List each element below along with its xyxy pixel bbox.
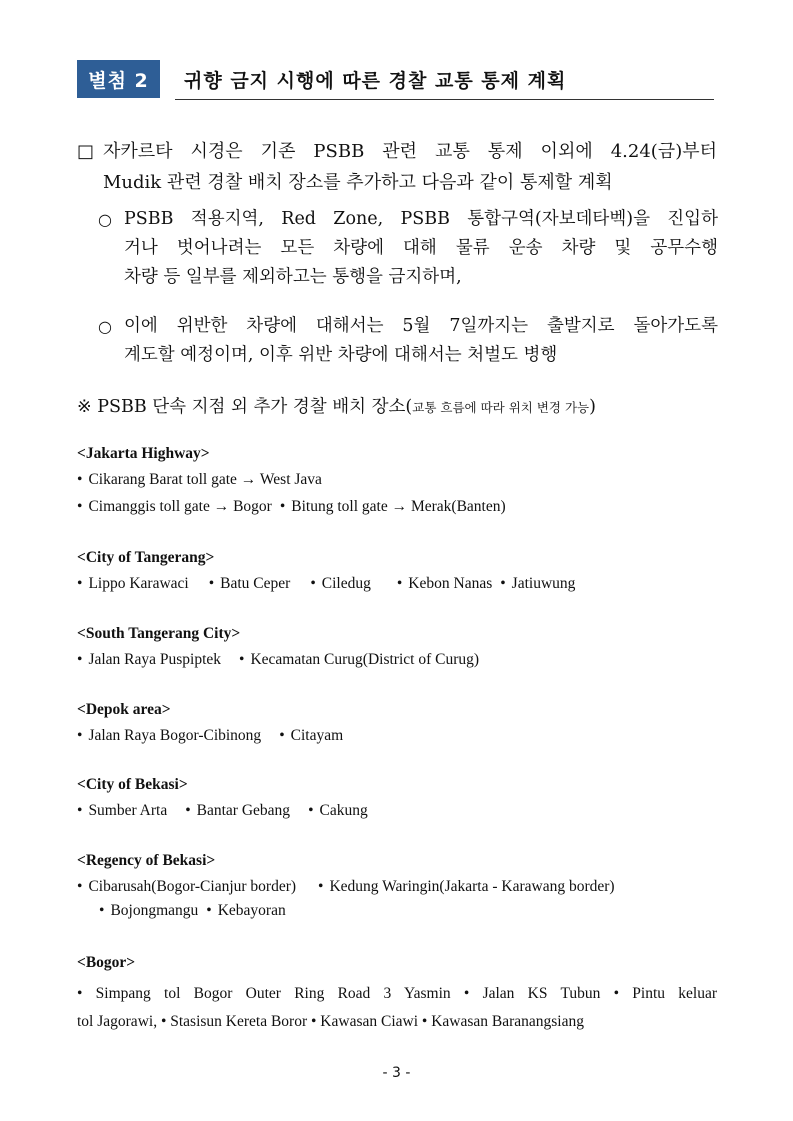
section-title: <Regency of Bekasi> [77,852,216,869]
section-title: <South Tangerang City> [77,625,241,642]
section-city-of-bekasi [77,776,376,820]
location-item: • Sumber Arta [77,802,167,820]
note-text: ※ PSBB 단속 지점 외 추가 경찰 배치 장소( [77,397,413,417]
location-item: • Jatiuwung [500,575,575,593]
location-item: • Kedung Waringin(Jakarta - Karawang border) [318,878,615,896]
location-item: • Cakung [308,802,368,820]
subpoint-line: 이에 위반한 차량에 대해서는 5월 7일까지는 출발지로 돌아가도록 [124,316,718,336]
location-item: • Cibarusah(Bogor-Cianjur border) [77,878,296,896]
subpoint-line: 거나 벗어나려는 모든 차량에 대해 물류 운송 차량 및 공무수행 [124,238,718,258]
location-item: • Jalan Raya Bogor-Cibinong [77,727,261,745]
note-line [77,393,717,418]
page-header [77,60,714,100]
section-depok-area [77,701,351,745]
location-item: • Kebayoran [206,902,285,920]
location-item: • Kebon Nanas [397,575,492,593]
subpoint-line: 계도할 예정이며, 이후 위반 차량에 대해서는 처벌도 병행 [124,345,558,365]
circle-bullet-icon: ○ [98,317,112,336]
note-close: ) [589,397,596,417]
section-title: <Bogor> [77,954,136,971]
subpoint-line: 차량 등 일부를 제외하고는 통행을 금지하며, [124,267,462,287]
section-title: <Depok area> [77,701,171,718]
section-regency-of-bekasi [77,852,615,920]
intro-line-2: Mudik 관련 경찰 배치 장소를 추가하고 다음과 같이 통제할 계획 [103,172,613,193]
section-title: <City of Tangerang> [77,549,215,566]
bogor-line-1: • Simpang tol Bogor Outer Ring Road 3 Yasmin • Jalan KS Tubun • Pintu keluar [77,985,717,1002]
page-title: 귀향 금지 시행에 따른 경찰 교통 통제 계획 [184,70,567,92]
intro-line-1: 자카르타 시경은 기존 PSBB 관련 교통 통제 이외에 4.24(금)부터 [103,141,717,162]
section-south-tangerang-city [77,625,487,669]
subpoint-1 [98,205,718,292]
subpoint-line: PSBB 적용지역, Red Zone, PSBB 통합구역(자보데타벡)을 진입하 [124,209,718,229]
section-title: <Jakarta Highway> [77,445,210,462]
location-item: • Cimanggis toll gate → Bogor [77,498,272,516]
page-number: - 3 - [382,1065,411,1081]
location-item: • Jalan Raya Puspiptek [77,651,221,669]
location-item: • Bojongmangu [99,902,198,920]
checkbox-bullet-icon: □ [77,141,95,162]
bogor-line-2: tol Jagorawi, • Stasisun Kereta Boror • Kawasan Ciawi • Kawasan Baranangsiang [77,1013,584,1030]
location-item: • Citayam [279,727,343,745]
note-small-text: 교통 흐름에 따라 위치 변경 가능 [412,400,590,415]
section-city-of-tangerang [77,549,583,593]
subpoint-2 [98,312,718,370]
title-underline [175,99,714,100]
section-jakarta-highway [77,445,514,516]
location-item: • Lippo Karawaci [77,575,189,593]
section-bogor [77,954,717,1036]
location-item: • Batu Ceper [209,575,291,593]
location-item: • Cikarang Barat toll gate → West Java [77,471,322,489]
location-item: • Ciledug [310,575,371,593]
location-item: • Kecamatan Curug(District of Curug) [239,651,479,669]
intro-paragraph [77,136,717,198]
section-title: <City of Bekasi> [77,776,188,793]
location-item: • Bantar Gebang [185,802,290,820]
attachment-badge: 별첨 2 [77,60,160,98]
location-item: • Bitung toll gate → Merak(Banten) [280,498,506,516]
circle-bullet-icon: ○ [98,210,112,229]
